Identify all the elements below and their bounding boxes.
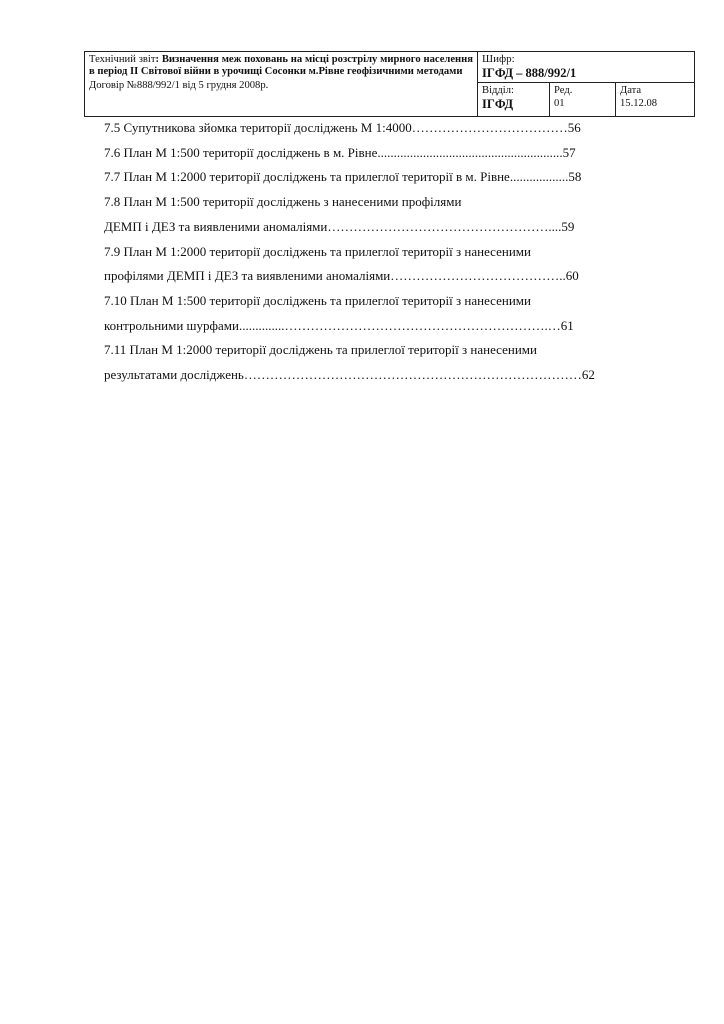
page-number: 59 <box>561 218 575 234</box>
toc-entry: результатами досліджень……………………………………………………………………62 <box>104 367 595 383</box>
page-number: 62 <box>581 367 595 383</box>
toc-entry: 7.5 Супутникова зйомка території досліджень М 1:4000………………………………56 <box>104 120 581 135</box>
toc-entry: профілями ДЕМП і ДЕЗ та виявленими аномаліями…………………………………..60 <box>104 268 579 284</box>
department-value: ІГФД <box>482 97 514 111</box>
toc-entry: 7.6 План М 1:500 території досліджень в м. Рівне.........................................................57 <box>104 144 576 160</box>
contract-reference: Договір №888/992/1 від 5 грудня 2008р. <box>89 79 269 91</box>
cipher-label: Шифр: <box>482 53 515 65</box>
cipher-value: ІГФД – 888/992/1 <box>482 66 577 80</box>
page-number: 61 <box>560 317 574 333</box>
report-title: : Визначення меж поховань на місці розстрілу мирного населення в період ІІ Світової війни в урочищі Сосонки м.Рівне геофізичними методами <box>89 54 473 78</box>
toc-entry: контрольними шурфами..............…………………………………………………….…61 <box>104 317 574 333</box>
page-number: 56 <box>567 120 581 135</box>
page-number: 58 <box>568 169 582 185</box>
page-number: 60 <box>565 268 579 284</box>
cipher-cell <box>478 52 694 83</box>
edition-value: 01 <box>554 98 565 109</box>
table-of-contents <box>104 116 664 388</box>
toc-entry: 7.11 План М 1:2000 території досліджень та прилеглої території з нанесеними <box>104 342 537 358</box>
edition-label: Ред. <box>554 85 573 96</box>
page-number: 57 <box>562 144 576 160</box>
report-label: Технічний звіт <box>89 54 156 65</box>
title-block-right <box>478 52 694 116</box>
toc-entry: ДЕМП і ДЕЗ та виявленими аномаліями……………………………………………....59 <box>104 218 575 234</box>
date-value: 15.12.08 <box>620 98 658 109</box>
toc-entry: 7.7 План М 1:2000 території досліджень та прилеглої території в м. Рівне..................58 <box>104 169 582 185</box>
report-title-cell <box>85 52 478 116</box>
date-cell <box>616 83 694 116</box>
toc-entry: 7.8 План М 1:500 території досліджень з нанесеними профілями <box>104 194 462 210</box>
toc-entry: 7.10 План М 1:500 території досліджень та прилеглої території з нанесеними <box>104 292 531 308</box>
toc-entry: 7.9 План М 1:2000 території досліджень та прилеглої території з нанесеними <box>104 243 531 259</box>
department-label: Відділ: <box>482 85 514 96</box>
title-block-table <box>84 51 695 117</box>
date-label: Дата <box>620 85 642 96</box>
department-cell <box>478 83 550 116</box>
edition-cell <box>550 83 616 116</box>
